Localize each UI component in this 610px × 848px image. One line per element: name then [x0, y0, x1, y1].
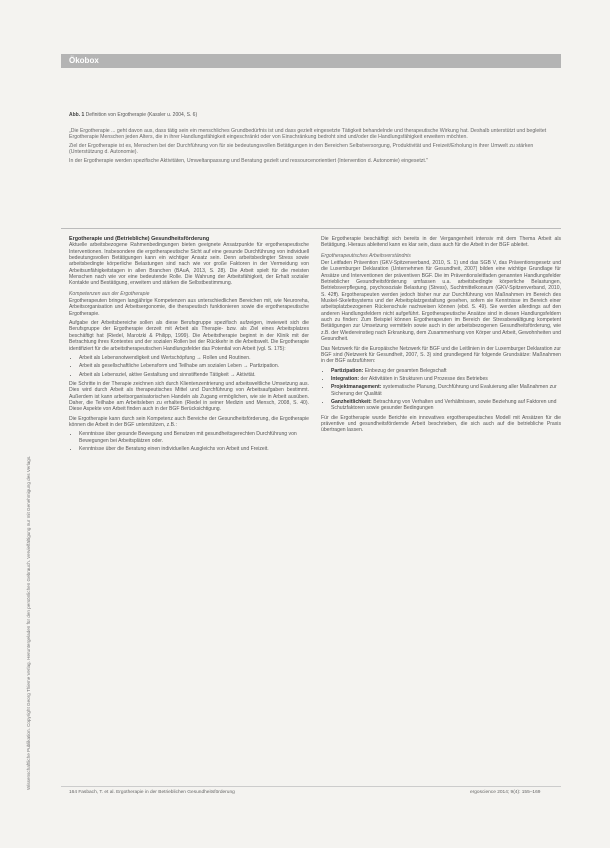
right-column [321, 236, 561, 437]
paragraph: Aufgabe der Arbeitsbereiche sollen als diese Berufsgruppe spezifisch aufzeigen, inwieweit sich die Berufsgruppe der Ergotherapie derzeit mit Arbeit als Therapie- bzw. als Ziel eines Arbeitsplatzes beschäftigt hat (Riedel, Marotzki & Philipp, 1999). Die Arbeitstherapie beginnt in der Klinik mit der Betrachtung ihres Kontextes und der sozialen Rollen bei der Rückkehr in die Arbeitswelt. Die Ergotherapie identifiziert für die arbeitstherapeutischen Handlungsfelder das Potential von Arbeit (vgl. S. 175): [69, 320, 309, 352]
subheading: Ergotherapeutisches Arbeitsverständnis [321, 252, 411, 259]
quote-paragraph: „Die Ergotherapie ... geht davon aus, dass tätig sein ein menschliches Grundbedürfnis ist und dass gezielt eingesetzte Tätigkeit behandelnde und therapeutische Wirkung hat. Deshalb unterstützt und begleitet Ergotherapie Menschen jeden Alters, die in ihrer Handlungsfähigkeit eingeschränkt oder von Einschränkung bedroht sind und/oder die Handlungsfähigkeit erweitern möchten. [69, 128, 547, 141]
paragraph: Ergotherapeuten bringen langjährige Kompetenzen aus unterschiedlichen Bereichen mit, wie Neuroreha, Arbeitsorganisation und Arbeitsergonomie, die therapeutisch funktionieren sowie die ergotherapeutische Ergotherapie. [69, 298, 309, 317]
paragraph: Die Schritte in der Therapie zeichnen sich durch Klientenzentrierung und arbeitsweltliche Umsetzung aus. Dies wird durch Arbeit als therapeutisches Mittel und Durchführung von Arbeitsaufgaben bestimmt. Außerdem ist kann arbeitsorganisatorischen Handeln als Zugang ermöglichen, wie sie in Arbeit ausüben. Daher, die Teilhabe am Arbeitsleben zu erhalten (Riedel in seiner Medizin und Mensch, 2008, S. 40). Diese Aspekte von Arbeit finden auch in der BGF Berücksichtigung. [69, 380, 309, 413]
term-text: Einbezug der gesamten Belegschaft [364, 367, 447, 374]
box-header-title: Ökobox [69, 56, 99, 65]
paragraph: Für die Ergotherapie wurde Berichte ein innovatives ergotherapeutisches Modell mit Ansätzen für die präventive und gesundheitsfördernde Arbeit beschrieben, die sich auch auf die betriebliche Praxis übertragen lassen. [321, 414, 561, 434]
term: Partizipation: [331, 367, 364, 374]
list-item [331, 368, 561, 374]
list-item: • Arbeit als Lebensnotwendigkeit und Wertschöpfung → Rollen und Routinen. [79, 355, 309, 361]
caption-label: Abb. 1 [69, 112, 85, 118]
definition-box [61, 68, 561, 229]
paragraph: Die Ergotherapie kann durch sein Kompetenz auch Bereiche der Gesundheitsförderung, die Ergotherapie können die Arbeit in der BGF unterstützen, z.B.: [69, 415, 309, 428]
subheading: Kompetenzen aus der Ergotherapie [69, 290, 150, 297]
list-item: • Kenntnisse über die Beratung einen individuellen Ausgleichs von Arbeit und Freizeit. [79, 446, 309, 452]
side-copyright-text: Wissenschaftliche Publikation. Copyright Georg Thieme Verlag. Heruntergeladen für den persönlichen Gebrauch. Vervielfältigung nur mit Genehmigung des Verlags. [26, 455, 31, 790]
list-item [331, 399, 561, 412]
list-item [331, 384, 561, 397]
quote-paragraph: Ziel der Ergotherapie ist es, Menschen bei der Durchführung von für sie bedeutungsvollen Betätigungen in den Bereichen Selbstversorgung, Produktivität und Freizeit/Erholung in ihrer Umwelt zu stärken (Unterstützung d. Autonomie). [69, 142, 534, 156]
term-text: der Aktivitäten in Strukturen und Prozesse des Betriebes [360, 375, 488, 382]
term: Ganzheitlichkeit: [331, 398, 372, 405]
figure-caption [69, 112, 549, 118]
term-text: systematische Planung, Durchführung und Evaluierung aller Maßnahmen zur Sicherung der Qualität [331, 384, 557, 397]
caption-text: Definition von Ergotherapie (Kassler u. 2004, S. 6) [85, 112, 198, 118]
list-item: • Arbeit als Lebensziel, aktive Gestaltung und sinnstiftende Tätigkeit → Aktivität. [79, 372, 309, 378]
term: Integration: [331, 375, 360, 382]
definition-quote [69, 128, 557, 166]
quote-paragraph: In der Ergotherapie werden spezifische Aktivitäten, Umweltanpassung und Beratung gezielt und ressourcenorientiert (Intervention d. Autonomie) eingesetzt." [69, 157, 429, 164]
potential-list [69, 355, 309, 378]
footer-divider [61, 786, 561, 787]
footer-citation: 164 Fasbach, T. et al. Ergotherapie in der Betrieblichen Gesundheitsförderung [69, 790, 235, 795]
paragraph: Aktuelle arbeitsbezogene Rahmenbedingungen bieten geeignete Ansatzpunkte für ergotherapeutische Interventionen. Insbesondere die ergotherapeutische Sicht auf eine gesunde Durchführung von individuell bedeutungsvollen Betätigungen kann ein wichtiger Ansatz sein. Denn arbeitsbedingter Stress sowie arbeitsbedingte körperliche Belastungen sind nach wie vor große Faktoren in der Vermeidung von Arbeitsunfähigkeitstagen in allen Branchen (BAuA, 2013, S. 28). Die Arbeit spielt für die meisten Menschen nach wie vor eine bedeutende Rolle. Die Wahrung der Arbeitsfähigkeit, der Erhalt sozialer Kontakte und Bestätigung, erweitern und stärken die Selbstbestimmung. [69, 242, 309, 287]
list-item [331, 376, 561, 382]
paragraph: Der Leitfaden Prävention (GKV-Spitzenverband, 2010, S. 1) und das SGB V, das Präventionsgesetz und die Luxemburger Deklaration (Unternehmen für Gesundheit, 2007) bilden eine wichtige Grundlage für Ansätze und Interventionen der präventiven BGF. Die im Präventionsleitfaden genannten Handlungsfelder Betrieblicher Gesundheitsförderung umfassen u.a. arbeitsbedingte körperliche Belastungen, Betriebsverpflegung, psychosoziale Belastung (Stress), Suchtmittelkonsum (GKV-Spitzenverband, 2010, S. 42ff). Ergotherapeuten werden jedoch bisher nur zur Durchführung von Maßnahmen im Bereich des Muskel-Skelettsystems und der Arbeitsplatzgestaltung gesehen, sofern sie Kenntnisse im Bereich einer arbeitsplatzbezogenen Rückenschule nachweisen können (ebd. S. 49). Sie werden allerdings auf den anderen Handlungsfeldern nicht aufgeführt. Ergotherapeutische Ansätze sind in diesen Handlungsfeldern auch zu finden: Zum Beispiel können Ergotherapeuten im Bereich der Stressbewältigung kompetent Betätigungen zur Umsetzung vermitteln sowie auch in der arbeitsbezogenen Gesundheitsförderung, wie z.B. der Wiedereinstieg nach Erkrankung, dem Zusammenhang von Körper und Arbeit, Gewohnheiten und Gesundheit. [321, 260, 561, 343]
term: Projektmanagement: [331, 384, 382, 391]
list-item: • Kenntnisse über gesunde Bewegung und Benutzen mit gesundheitsgerechten Durchführung von Bewegungen bei Arbeitsplätzen oder. [79, 431, 309, 444]
term-text: Betrachtung von Verhalten und Verhältnissen, sowie Beziehung auf Faktoren und Schutzfaktoren sowie gesunder Bedingungen [331, 398, 557, 412]
knowledge-list [69, 431, 309, 452]
box-header [61, 54, 561, 68]
section-heading: Ergotherapie und (Betriebliche) Gesundheitsförderung [69, 236, 210, 242]
paragraph: Das Netzwerk für die Europäische Netzwerk für BGF und die Leitlinien in der Luxemburger Deklaration zur BGF sind (Netzwerk für Gesundheit, 2007, S. 3) sind grundlegend für folgende Grundsätze: Maßnahmen in der BGF aufzuführen: [321, 345, 561, 365]
footer-journal: ergoscience 2014; 9(4): 155–169 [470, 790, 541, 795]
list-item: • Arbeit als gesellschaftliche Lebensform und Teilhabe am sozialen Leben → Partizipation. [79, 363, 309, 369]
principles-list [321, 368, 561, 412]
left-column [69, 236, 309, 455]
paragraph: Die Ergotherapie beschäftigt sich bereits in der Vergangenheit intensiv mit dem Thema Arbeit als Betätigung. Hieraus ableitend kann es klar sein, dass auch für die Arbeit in der BGF ableitet. [321, 236, 561, 249]
